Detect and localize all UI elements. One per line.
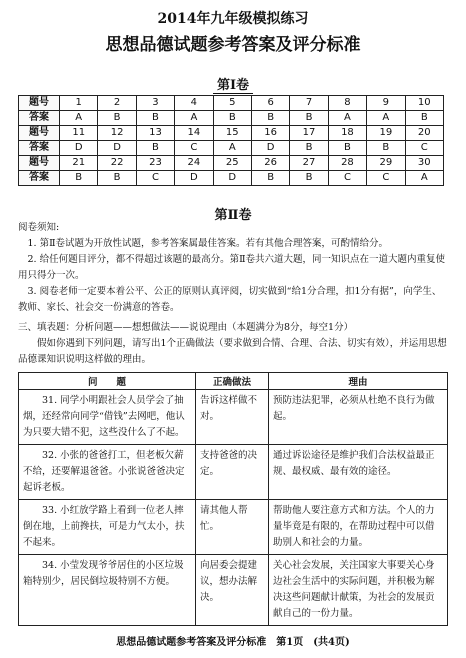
- answer-cell: D: [98, 141, 136, 156]
- answer-cell: 5: [213, 96, 251, 111]
- reason-cell: 关心社会发展，关注国家大事要关心身边社会生活中的实际问题，并积极为解决这些问题献计献策，为社会的发展贡献自己的一份力量。: [269, 555, 448, 626]
- answer-cell: D: [213, 171, 251, 186]
- answer-cell: A: [213, 141, 251, 156]
- answer-cell: D: [60, 141, 98, 156]
- answer-cell: C: [367, 171, 405, 186]
- row-label: 答案: [19, 141, 60, 156]
- grading-notice: [18, 220, 450, 368]
- method-cell: 支持爸爸的决定。: [196, 445, 269, 500]
- header-question: 问 题: [19, 373, 196, 390]
- answer-cell: 22: [98, 156, 136, 171]
- answer-cell: A: [367, 111, 405, 126]
- method-cell: 告诉这样做不对。: [196, 390, 269, 445]
- reason-cell: 帮助他人要注意方式和方法。个人的力量毕竟是有限的，在帮助过程中可以借助别人和社会的力量。: [269, 500, 448, 555]
- answer-cell: 2: [98, 96, 136, 111]
- answer-table-row: [19, 141, 444, 156]
- answer-cell: B: [136, 141, 174, 156]
- answer-table: [18, 95, 444, 186]
- answer-table-row: [19, 96, 444, 111]
- answer-cell: 26: [251, 156, 289, 171]
- answer-cell: B: [328, 141, 366, 156]
- answer-cell: 18: [328, 126, 366, 141]
- notice-item-1: 1. 第Ⅱ卷试题为开放性试题，参考答案属最佳答案。若有其他合理答案，可酌情给分。: [27, 238, 389, 249]
- question-row: [19, 445, 448, 500]
- page-footer: 思想品德试题参考答案及评分标准 第1页 (共4页): [116, 637, 350, 648]
- row-label: 题号: [19, 156, 60, 171]
- answer-cell: C: [175, 141, 213, 156]
- answer-cell: 20: [405, 126, 443, 141]
- question-cell: 31. 同学小明跟社会人员学会了抽烟，还经常向同学“借钱”去网吧，他认为只要大错不犯，这些没什么了不起。: [19, 390, 196, 445]
- answer-cell: B: [251, 171, 289, 186]
- answer-table-row: [19, 126, 444, 141]
- answer-cell: B: [405, 111, 443, 126]
- answer-cell: B: [367, 141, 405, 156]
- method-cell: 请其他人帮忙。: [196, 500, 269, 555]
- answer-table-row: [19, 156, 444, 171]
- answer-cell: 4: [175, 96, 213, 111]
- question-row: [19, 390, 448, 445]
- row-label: 题号: [19, 96, 60, 111]
- question-row: [19, 555, 448, 626]
- answer-cell: 14: [175, 126, 213, 141]
- row-label: 答案: [19, 171, 60, 186]
- answer-cell: A: [175, 111, 213, 126]
- answer-cell: 25: [213, 156, 251, 171]
- notice-item-3: 3. 阅卷老师一定要本着公平、公正的原则认真评阅，切实做到“给1分合理，扣1分有据”，向学生、教师、家长、社会交一份满意的答卷。: [18, 286, 442, 313]
- question-table: [18, 372, 448, 626]
- answer-cell: 21: [60, 156, 98, 171]
- section-1-heading: [0, 74, 466, 93]
- answer-cell: 28: [328, 156, 366, 171]
- answer-table-row: [19, 111, 444, 126]
- question-cell: 33. 小红放学路上看到一位老人摔倒在地，上前搀扶，可是力气太小，扶不起来。: [19, 500, 196, 555]
- answer-cell: 24: [175, 156, 213, 171]
- answer-cell: 7: [290, 96, 328, 111]
- answer-cell: 30: [405, 156, 443, 171]
- answer-cell: C: [328, 171, 366, 186]
- row-label: 答案: [19, 111, 60, 126]
- header-reason: 理由: [269, 373, 448, 390]
- answer-cell: 19: [367, 126, 405, 141]
- reason-cell: 通过诉讼途径是维护我们合法权益最正规、最权威、最有效的途径。: [269, 445, 448, 500]
- answer-cell: A: [60, 111, 98, 126]
- answer-cell: 27: [290, 156, 328, 171]
- answer-cell: 15: [213, 126, 251, 141]
- exam-title: 2014年九年级模拟练习: [157, 11, 309, 27]
- answer-cell: 13: [136, 126, 174, 141]
- answer-cell: 29: [367, 156, 405, 171]
- answer-cell: B: [136, 111, 174, 126]
- answer-cell: 11: [60, 126, 98, 141]
- row-label: 题号: [19, 126, 60, 141]
- answer-cell: B: [60, 171, 98, 186]
- section-2-heading: 第Ⅱ卷: [214, 208, 252, 223]
- header-method: 正确做法: [196, 373, 269, 390]
- question-cell: 34. 小莹发现爷爷居住的小区垃圾箱特别少，居民倒垃圾特别不方便。: [19, 555, 196, 626]
- method-cell: 向居委会提建议，想办法解决。: [196, 555, 269, 626]
- notice-item-2: 2. 给任何题目评分，都不得超过该题的最高分。第Ⅱ卷共六道大题，同一知识点在一道大题内重复使用只得分一次。: [18, 254, 446, 281]
- question-cell: 32. 小张的爸爸打工，但老板欠薪不给，还要解退爸爸。小张说爸爸决定起诉老板。: [19, 445, 196, 500]
- document-title: 思想品德试题参考答案及评分标准: [105, 35, 361, 55]
- answer-cell: A: [405, 171, 443, 186]
- part3-title: 三、填表题：分析问题——想想做法——说说理由（本题满分为8分，每空1分）: [18, 322, 354, 333]
- answer-cell: D: [251, 141, 289, 156]
- answer-cell: D: [175, 171, 213, 186]
- answer-cell: A: [328, 111, 366, 126]
- reason-cell: 预防违法犯罪，必须从杜绝不良行为做起。: [269, 390, 448, 445]
- part3-description: 假如你遇到下列问题，请写出1个正确做法（要求做到合情、合理、合法、切实有效），并运用思想品德课知识说明这样做的理由。: [18, 338, 447, 365]
- answer-cell: 3: [136, 96, 174, 111]
- answer-cell: B: [98, 111, 136, 126]
- answer-cell: B: [213, 111, 251, 126]
- answer-cell: 8: [328, 96, 366, 111]
- answer-cell: 12: [98, 126, 136, 141]
- answer-table-row: [19, 171, 444, 186]
- answer-cell: 6: [251, 96, 289, 111]
- answer-cell: 9: [367, 96, 405, 111]
- answer-cell: 1: [60, 96, 98, 111]
- answer-cell: 10: [405, 96, 443, 111]
- answer-cell: 23: [136, 156, 174, 171]
- answer-cell: B: [290, 171, 328, 186]
- answer-cell: 17: [290, 126, 328, 141]
- notice-heading: 阅卷须知:: [18, 222, 60, 233]
- section-1-label: 第Ⅰ卷: [213, 78, 253, 94]
- answer-cell: B: [290, 111, 328, 126]
- answer-cell: B: [290, 141, 328, 156]
- answer-cell: 16: [251, 126, 289, 141]
- answer-cell: B: [98, 171, 136, 186]
- answer-cell: C: [405, 141, 443, 156]
- question-row: [19, 500, 448, 555]
- answer-cell: C: [136, 171, 174, 186]
- answer-cell: B: [251, 111, 289, 126]
